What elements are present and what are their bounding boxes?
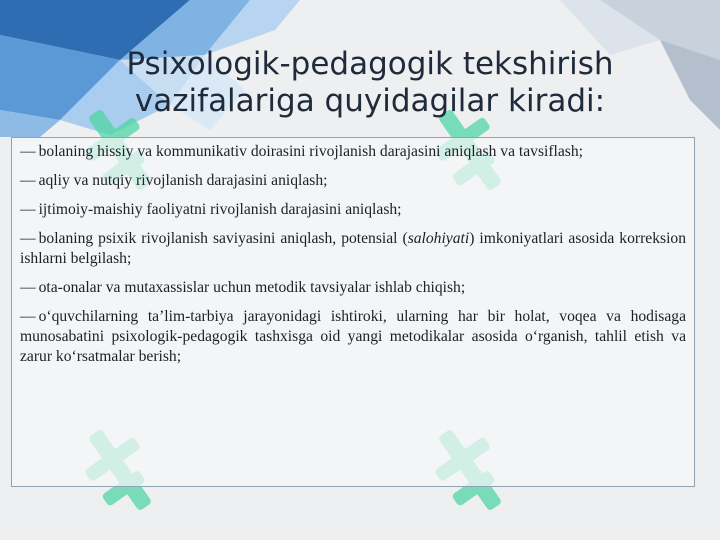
list-item-italic-text: salohiyati	[407, 230, 470, 247]
list-item-text: bolaning hissiy va kommunikativ doirasini rivojlanish darajasini aniqlash va tavsiflash;	[38, 143, 583, 160]
list-item-text: o‘quvchilarning ta’lim-tarbiya jarayonidagi ishtiroki, ularning har bir holat, voqea va hodisaga munosabatini psixologik-pedagogik tashxisga oid yangi metodikalar asosida o‘rganish, tahlil etish va zarur ko‘rsatmalar berish;	[20, 308, 686, 365]
list-item	[20, 278, 686, 298]
dash-bullet: —	[20, 230, 36, 247]
list-item	[20, 307, 686, 367]
list-item	[20, 171, 686, 191]
dash-bullet: —	[20, 308, 36, 325]
task-list	[20, 142, 686, 367]
list-item-text: aqliy va nutqiy rivojlanish darajasini aniqlash;	[38, 172, 328, 189]
dash-bullet: —	[20, 172, 36, 189]
list-item-text: ota-onalar va mutaxassislar uchun metodik tavsiyalar ishlab chiqish;	[38, 279, 466, 296]
list-item	[20, 142, 686, 162]
content-box	[11, 137, 695, 487]
dash-bullet: —	[20, 279, 36, 296]
list-item	[20, 200, 686, 220]
dash-bullet: —	[20, 143, 36, 160]
list-item-text: ijtimoiy-maishiy faoliyatni rivojlanish darajasini aniqlash;	[38, 201, 402, 218]
list-item	[20, 229, 686, 269]
list-item-text: ) imkoniyatlari asosida korreksion ishlarni belgilash;	[20, 230, 686, 267]
slide-title: Psixologik-pedagogik tekshirish vazifalariga quyidagilar kiradi:	[126, 46, 614, 119]
list-item-text: bolaning psixik rivojlanish saviyasini aniqlash, potensial (	[38, 230, 408, 247]
dash-bullet: —	[20, 201, 36, 218]
